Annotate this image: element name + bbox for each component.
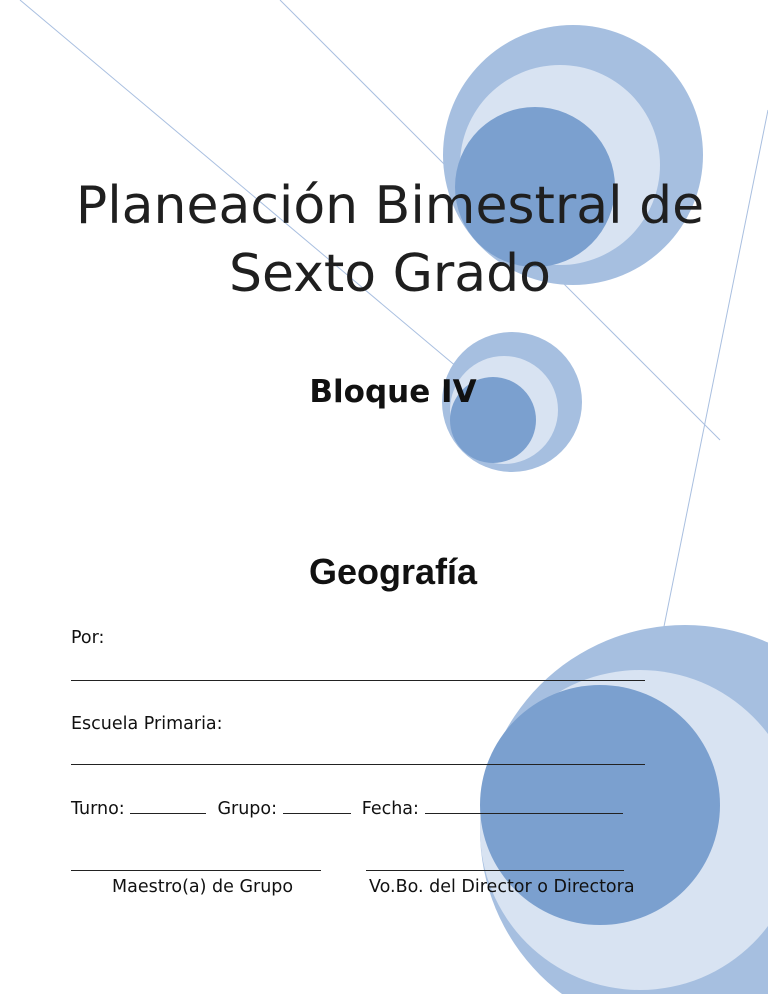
title-line-2: Sexto Grado [229, 244, 551, 304]
subject-heading: Geografía [308, 551, 478, 592]
group-label: Grupo: [217, 799, 277, 819]
school-label: Escuela Primaria: [71, 714, 223, 734]
shift-label: Turno: [71, 799, 125, 819]
teacher-signature-label: Maestro(a) de Grupo [112, 877, 294, 897]
author-label: Por: [71, 628, 105, 648]
details-row [71, 799, 623, 819]
block-subtitle: Bloque IV [309, 374, 477, 410]
shift-blank-line[interactable] [130, 812, 206, 814]
group-blank-line[interactable] [283, 812, 351, 814]
date-blank-line[interactable] [425, 812, 623, 814]
director-signature-line[interactable] [366, 870, 624, 871]
director-signature-label: Vo.Bo. del Director o Directora [369, 877, 635, 897]
page-title [60, 172, 720, 308]
date-label: Fecha: [361, 799, 419, 819]
school-blank-line[interactable] [71, 764, 645, 765]
title-line-1: Planeación Bimestral de [75, 176, 705, 236]
author-blank-line[interactable] [71, 680, 645, 681]
teacher-signature-line[interactable] [71, 870, 321, 871]
